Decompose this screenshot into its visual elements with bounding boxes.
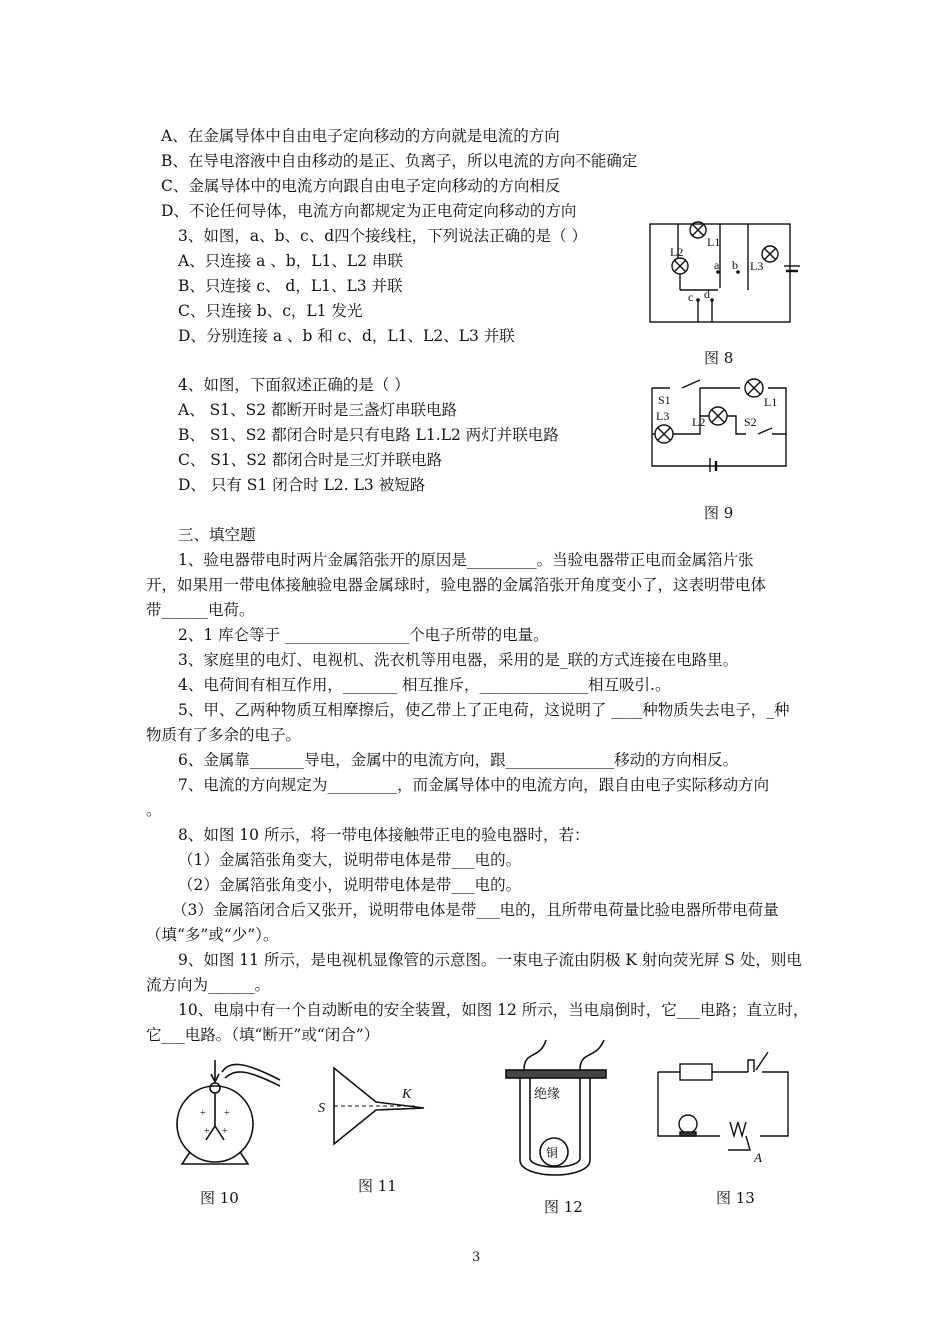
- fill-line: 10、电扇中有一个自动断电的安全装置，如图 12 所示，当电扇倒时，它___电路；直立时，: [178, 1001, 809, 1019]
- q2-option-c: C、金属导体中的电流方向跟自由电子定向移动的方向相反: [161, 177, 561, 195]
- figure-10-electroscope: [170, 1052, 290, 1177]
- fill-line: 7、电流的方向规定为_________，而金属导体中的电流方向，跟自由电子实际移动方向: [178, 776, 770, 794]
- fig8-label-a: a: [714, 258, 720, 272]
- fig9-label-l2: L2: [692, 415, 706, 429]
- figure-13-caption: 图 13: [716, 1189, 755, 1207]
- svg-text:+: +: [204, 1126, 210, 1137]
- page-number: 3: [472, 1250, 481, 1265]
- fig8-label-l1: L1: [707, 235, 721, 249]
- figure-8-circuit: [640, 218, 810, 328]
- fig11-label-k: K: [402, 1087, 412, 1102]
- figure-9-circuit: [640, 370, 800, 472]
- figure-12-tilt-switch: [500, 1030, 620, 1185]
- svg-text:+: +: [224, 1108, 230, 1119]
- figure-11-picture-tube: [312, 1062, 432, 1152]
- fig8-label-d: d: [704, 287, 710, 301]
- fill-line: 4、电荷间有相互作用，_______ 相互推斥，______________相互吸引.。: [178, 676, 671, 694]
- figure-9-caption: 图 9: [704, 504, 734, 522]
- fill-line: 6、金属靠_______导电，金属中的电流方向，跟______________移动的方向相反。: [178, 751, 739, 769]
- q4-option-d: D、 只有 S1 闭合时 L2. L3 被短路: [178, 476, 426, 494]
- fill-line: 3、家庭里的电灯、电视机、洗衣机等用电器，采用的是_联的方式连接在电路里。: [178, 651, 739, 669]
- fig9-label-s1: S1: [658, 393, 671, 407]
- svg-text:+: +: [222, 1126, 228, 1137]
- q2-option-d: D、不论任何导体，电流方向都规定为正电荷定向移动的方向: [161, 202, 577, 220]
- fig11-label-s: S: [318, 1101, 325, 1116]
- fill-line: 它___电路。（填“断开”或“闭合”）: [146, 1026, 380, 1044]
- svg-text:+: +: [200, 1108, 206, 1119]
- fill-line: 物质有了多余的电子。: [146, 726, 302, 744]
- q3-option-a: A、只连接 a 、b，L1、L2 串联: [178, 252, 403, 270]
- fig8-label-c: c: [688, 290, 694, 304]
- q2-option-a: A、在金属导体中自由电子定向移动的方向就是电流的方向: [161, 127, 560, 145]
- fig8-label-l2: L2: [670, 245, 684, 259]
- figure-11-caption: 图 11: [358, 1177, 397, 1195]
- figure-13-circuit: [650, 1050, 800, 1168]
- q3-option-d: D、分别连接 a 、b 和 c、d，L1、L2、L3 并联: [178, 327, 515, 345]
- fill-line: 开，如果用一带电体接触验电器金属球时，验电器的金属箔张开角度变小了，这表明带电体: [146, 576, 767, 594]
- section-3-title: 三、填空题: [178, 526, 256, 544]
- fill-line: 流方向为______。: [146, 976, 271, 994]
- q3-option-b: B、只连接 c、 d，L1、L3 并联: [178, 277, 403, 295]
- figure-10-caption: 图 10: [200, 1189, 239, 1207]
- fill-line: （3）金属箔闭合后又张开，说明带电体是带___电的，且所带电荷量比验电器所带电荷量: [172, 901, 779, 919]
- q3-option-c: C、只连接 b、c，L1 发光: [178, 302, 363, 320]
- fig9-label-l3: L3: [656, 409, 670, 423]
- q4-option-c: C、 S1、S2 都闭合时是三灯并联电路: [178, 451, 443, 469]
- fill-line: 8、如图 10 所示，将一带电体接触带正电的验电器时，若：: [178, 826, 590, 844]
- fill-line: 2、1 库仑等于 ________________个电子所带的电量。: [178, 626, 549, 644]
- fig13-label-a: A: [754, 1150, 762, 1165]
- fig8-label-b: b: [732, 258, 738, 272]
- fill-line: 带______电荷。: [146, 601, 255, 619]
- figure-12-caption: 图 12: [544, 1198, 583, 1216]
- fill-line: 。: [146, 801, 162, 819]
- figure-8-caption: 图 8: [704, 349, 734, 367]
- fig8-label-l3: L3: [750, 259, 764, 273]
- fig12-label-copper: 铜: [546, 1146, 559, 1160]
- q4-option-b: B、 S1、S2 都闭合时是只有电路 L1.L2 两灯并联电路: [178, 426, 559, 444]
- fig9-label-s2: S2: [744, 415, 757, 429]
- q4-option-a: A、 S1、S2 都断开时是三盏灯串联电路: [178, 401, 458, 419]
- fill-line: 9、如图 11 所示，是电视机显像管的示意图。一束电子流由阴极 K 射向荧光屏 S 处，则电: [178, 951, 802, 969]
- fill-line: 1、验电器带电时两片金属箔张开的原因是_________。当验电器带正电而金属箔片张: [178, 551, 754, 569]
- fill-line: 5、甲、乙两种物质互相摩擦后，使乙带上了正电荷，这说明了 ____种物质失去电子，_种: [178, 701, 790, 719]
- fig9-label-l1: L1: [764, 395, 778, 409]
- fill-line: （2）金属箔张角变小，说明带电体是带___电的。: [178, 876, 522, 894]
- fill-line: （1）金属箔张角变大，说明带电体是带___电的。: [178, 851, 522, 869]
- q4-stem: 4、如图，下面叙述正确的是（ ）: [178, 376, 410, 394]
- q3-stem: 3、如图，a、b、c、d四个接线柱，下列说法正确的是（ ）: [178, 227, 588, 245]
- fig12-label-insulation: 绝缘: [534, 1086, 561, 1101]
- fill-line: （填“多”或“少”）。: [146, 926, 279, 944]
- q2-option-b: B、在导电溶液中自由移动的是正、负离子，所以电流的方向不能确定: [161, 152, 638, 170]
